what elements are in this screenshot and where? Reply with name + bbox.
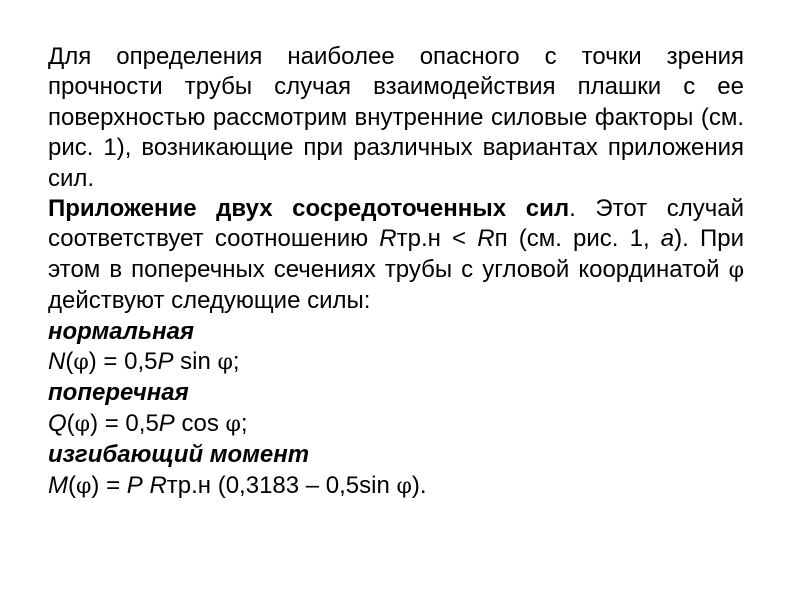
shear-force-label: поперечная bbox=[48, 379, 189, 407]
formula-symbol-p: P bbox=[158, 409, 175, 437]
symbol-r: R bbox=[379, 225, 397, 253]
formula-part: ) = bbox=[91, 471, 127, 499]
formula-part: ( bbox=[66, 409, 75, 437]
formula-function: M bbox=[48, 471, 68, 499]
formula-part: ; bbox=[240, 409, 248, 437]
formula-symbol-p: P bbox=[126, 471, 143, 499]
formula-function: Q bbox=[48, 409, 67, 437]
text-run: ). При этом в поперечных сечениях трубы с угловой координатой bbox=[48, 225, 744, 283]
forces-paragraph bbox=[48, 194, 744, 317]
formula-part: ; bbox=[232, 348, 240, 376]
shear-force-formula bbox=[48, 409, 744, 440]
phi-symbol: φ bbox=[225, 411, 241, 437]
normal-force-label: нормальная bbox=[48, 317, 195, 345]
slide-body bbox=[48, 42, 744, 502]
formula-part: cos bbox=[174, 409, 226, 437]
bending-moment-label: изгибающий момент bbox=[48, 441, 310, 469]
formula-part: тр.н (0,3183 – 0,5sin bbox=[166, 471, 397, 499]
formula-part: ) = 0,5 bbox=[88, 348, 158, 376]
bending-moment-formula bbox=[48, 471, 744, 502]
text-run: действуют следующие силы: bbox=[48, 287, 371, 315]
phi-symbol: φ bbox=[728, 257, 744, 283]
section-heading: Приложение двух сосредоточенных сил bbox=[48, 195, 570, 223]
formula-symbol-r: R bbox=[149, 471, 167, 499]
phi-symbol: φ bbox=[74, 411, 91, 437]
phi-symbol: φ bbox=[76, 473, 92, 499]
formula-part: ) = 0,5 bbox=[90, 409, 159, 437]
formula-part: ( bbox=[68, 471, 76, 499]
formula-part: sin bbox=[173, 348, 218, 376]
symbol-r: R bbox=[477, 225, 495, 253]
figure-ref-a: а bbox=[660, 225, 675, 253]
phi-symbol: φ bbox=[73, 350, 89, 376]
phi-symbol: φ bbox=[396, 473, 412, 499]
normal-force-formula bbox=[48, 347, 744, 378]
text-run: . Этот случай соответствует соотношению bbox=[48, 195, 744, 253]
phi-symbol: φ bbox=[217, 350, 233, 376]
formula-function: N bbox=[48, 348, 66, 376]
intro-paragraph: Для определения наиболее опасного с точки зрения прочности трубы случая взаимодействия плашки с ее поверхностью рассмотрим внутренние силовые факторы (см. рис. 1), возникающие при различных вариантах приложения сил. bbox=[48, 43, 744, 192]
formula-part: ). bbox=[411, 471, 427, 499]
formula-symbol-p: P bbox=[157, 348, 174, 376]
formula-part: ( bbox=[65, 348, 74, 376]
text-run: тр.н < bbox=[396, 225, 478, 253]
text-run: п (см. рис. 1, bbox=[494, 225, 661, 253]
